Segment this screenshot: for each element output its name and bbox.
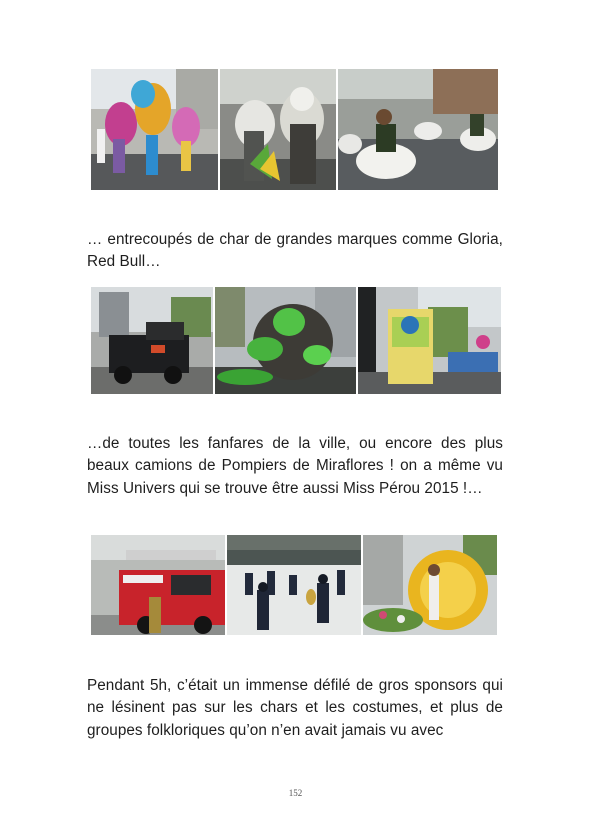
paragraph-five-hour-parade: Pendant 5h, c’était un immense défilé de gros sponsors qui ne lésinent pas sur les chars et les costumes, et plus de groupes folkloriques qu’on n’en avait jamais vu avec <box>87 677 503 739</box>
miss-peru-float-photo <box>363 535 497 635</box>
dancers-colorful-costumes-photo <box>91 69 218 190</box>
photo-row-parade-dancers <box>91 69 498 190</box>
red-fire-truck-photo <box>91 535 225 635</box>
marching-band-photo <box>227 535 361 635</box>
photo-row-bands-firetrucks <box>91 535 497 635</box>
green-gorilla-float-photo <box>215 287 356 394</box>
page-number: 152 <box>288 788 303 798</box>
paragraph-bands-firetrucks: …de toutes les fanfares de la ville, ou encore des plus beaux camions de Pompiers de Miraflores ! on a même vu Miss Univers qui se trouve être aussi Miss Pérou 2015 !… <box>87 435 503 497</box>
white-skirt-dancers-photo <box>338 69 498 190</box>
black-truck-float-photo <box>91 287 213 394</box>
photo-row-sponsor-floats <box>91 287 501 394</box>
gloria-sponsor-float-photo <box>358 287 501 394</box>
paragraph-sponsor-floats: … entrecoupés de char de grandes marques comme Gloria, Red Bull… <box>87 231 503 271</box>
devil-masks-dancers-photo <box>220 69 336 190</box>
